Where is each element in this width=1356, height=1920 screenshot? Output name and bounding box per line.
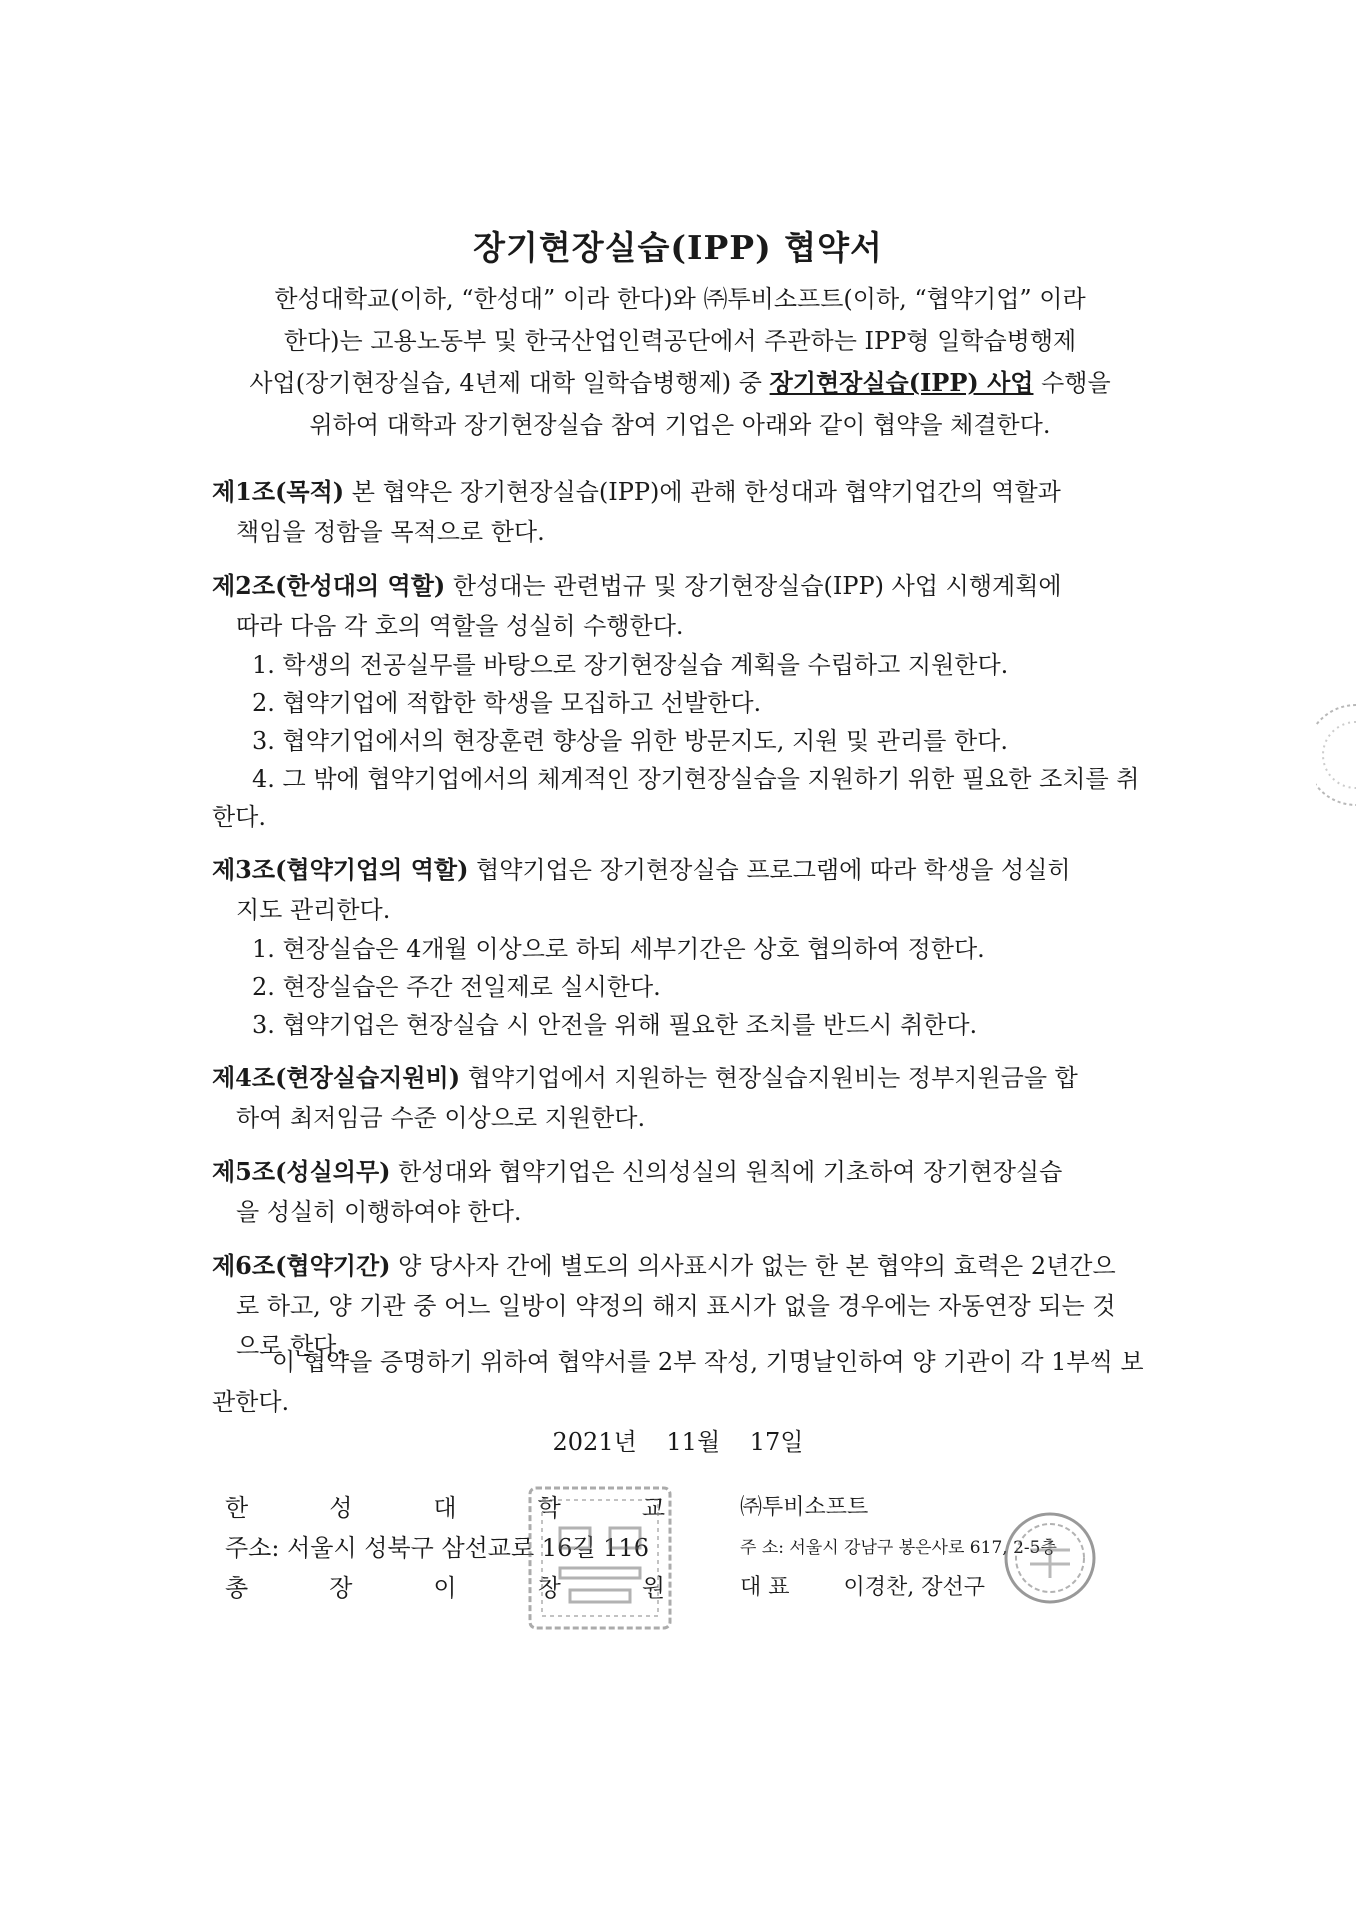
party-name-char: 한 bbox=[225, 1494, 249, 1522]
article-heading: 제3조(협약기업의 역할) bbox=[212, 855, 469, 884]
article-heading: 제2조(한성대의 역할) bbox=[212, 571, 446, 600]
article-text: 책임을 정함을 목적으로 한다. bbox=[236, 518, 545, 546]
article-4 bbox=[212, 1058, 1162, 1138]
project-name-underlined: 장기현장실습(IPP) 사업 bbox=[769, 368, 1034, 397]
representative-label: 대 표 bbox=[740, 1575, 790, 1600]
article-item: 2. 협약기업에 적합한 학생을 모집하고 선발한다. bbox=[252, 689, 762, 717]
intro-text: 사업(장기현장실습, 4년제 대학 일학습병행제) 중 bbox=[249, 369, 770, 397]
article-item: 3. 협약기업은 현장실습 시 안전을 위해 필요한 조치를 반드시 취한다. bbox=[252, 1011, 978, 1039]
signatory-char: 창 bbox=[537, 1574, 561, 1602]
article-heading: 제4조(현장실습지원비) bbox=[212, 1063, 461, 1092]
article-1 bbox=[212, 472, 1162, 552]
article-text: 로 하고, 양 기관 중 어느 일방이 약정의 해지 표시가 없을 경우에는 자동연장 되는 것 bbox=[236, 1292, 1116, 1320]
article-text: 한성대와 협약기업은 신의성실의 원칙에 기초하여 장기현장실습 bbox=[390, 1158, 1063, 1186]
company-address: 주 소: 서울시 강남구 봉은사로 617, 2-5층 bbox=[740, 1538, 1057, 1558]
signatory-char: 총 bbox=[225, 1574, 249, 1602]
party-name bbox=[225, 1488, 665, 1528]
partial-seal-mark bbox=[1316, 700, 1356, 810]
closing-statement: 이 협약을 증명하기 위하여 협약서를 2부 작성, 기명날인하여 양 기관이 각 1부씩 보관한다. bbox=[212, 1348, 1144, 1416]
party-address: 주소: 서울시 성북구 삼선교로 16길 116 bbox=[225, 1534, 649, 1562]
agreement-date: 2021년 11월 17일 bbox=[552, 1428, 804, 1456]
article-text: 본 협약은 장기현장실습(IPP)에 관해 한성대과 협약기업간의 역할과 bbox=[344, 478, 1061, 506]
article-text: 한성대는 관련법규 및 장기현장실습(IPP) 사업 시행계획에 bbox=[445, 572, 1062, 600]
party-name-char: 학 bbox=[537, 1494, 561, 1522]
article-text: 협약기업은 장기현장실습 프로그램에 따라 학생을 성실히 bbox=[468, 856, 1071, 884]
article-item: 3. 협약기업에서의 현장훈련 향상을 위한 방문지도, 지원 및 관리를 한다. bbox=[252, 727, 1008, 755]
article-item: 한다. bbox=[212, 803, 266, 831]
intro-paragraph bbox=[200, 278, 1160, 446]
party-name-char: 성 bbox=[329, 1494, 353, 1522]
party-name-char: 대 bbox=[433, 1494, 457, 1522]
party-hansung bbox=[225, 1488, 675, 1608]
article-text: 양 당사자 간에 별도의 의사표시가 없는 한 본 협약의 효력은 2년간으 bbox=[390, 1252, 1116, 1280]
article-item: 1. 학생의 전공실무를 바탕으로 장기현장실습 계획을 수립하고 지원한다. bbox=[252, 651, 1009, 679]
article-text: 지도 관리한다. bbox=[236, 896, 391, 924]
intro-text: 수행을 bbox=[1033, 369, 1111, 397]
signatory-char: 장 bbox=[329, 1574, 353, 1602]
article-item: 1. 현장실습은 4개월 이상으로 하되 세부기간은 상호 협의하여 정한다. bbox=[252, 935, 985, 963]
article-heading: 제5조(성실의무) bbox=[212, 1157, 391, 1186]
article-text: 협약기업에서 지원하는 현장실습지원비는 정부지원금을 합 bbox=[460, 1064, 1078, 1092]
intro-line: 한다)는 고용노동부 및 한국산업인력공단에서 주관하는 IPP형 일학습병행제 bbox=[283, 327, 1077, 355]
article-heading: 제6조(협약기간) bbox=[212, 1251, 391, 1280]
article-text: 따라 다음 각 호의 역할을 성실히 수행한다. bbox=[236, 612, 684, 640]
party-signatory bbox=[225, 1568, 665, 1608]
company-representative bbox=[740, 1568, 1140, 1608]
intro-line: 위하여 대학과 장기현장실습 참여 기업은 아래와 같이 협약을 체결한다. bbox=[309, 411, 1051, 439]
party-name-char: 교 bbox=[641, 1494, 665, 1522]
article-heading: 제1조(목적) bbox=[212, 477, 345, 506]
intro-line bbox=[200, 362, 1160, 404]
article-text: 을 성실히 이행하여야 한다. bbox=[236, 1198, 522, 1226]
company-name: ㈜투비소프트 bbox=[740, 1495, 869, 1520]
article-item: 2. 현장실습은 주간 전일제로 실시한다. bbox=[252, 973, 661, 1001]
representative-names: 이경찬, 장선구 bbox=[843, 1575, 985, 1600]
article-text: 으로 한다. bbox=[236, 1332, 344, 1360]
articles-list bbox=[212, 472, 1162, 1380]
document-title: 장기현장실습(IPP) 협약서 bbox=[473, 228, 883, 267]
signatory-char: 이 bbox=[433, 1574, 457, 1602]
article-text: 하여 최저임금 수준 이상으로 지원한다. bbox=[236, 1104, 646, 1132]
article-2 bbox=[212, 566, 1162, 836]
intro-line: 한성대학교(이하, “한성대” 이라 한다)와 ㈜투비소프트(이하, “협약기업” 이라 bbox=[274, 285, 1086, 313]
signatory-char: 원 bbox=[641, 1574, 665, 1602]
article-3 bbox=[212, 850, 1162, 1044]
party-tobesoft bbox=[740, 1488, 1140, 1608]
article-item: 4. 그 밖에 협약기업에서의 체계적인 장기현장실습을 지원하기 위한 필요한 조치를 취 bbox=[252, 765, 1140, 793]
article-5 bbox=[212, 1152, 1162, 1232]
